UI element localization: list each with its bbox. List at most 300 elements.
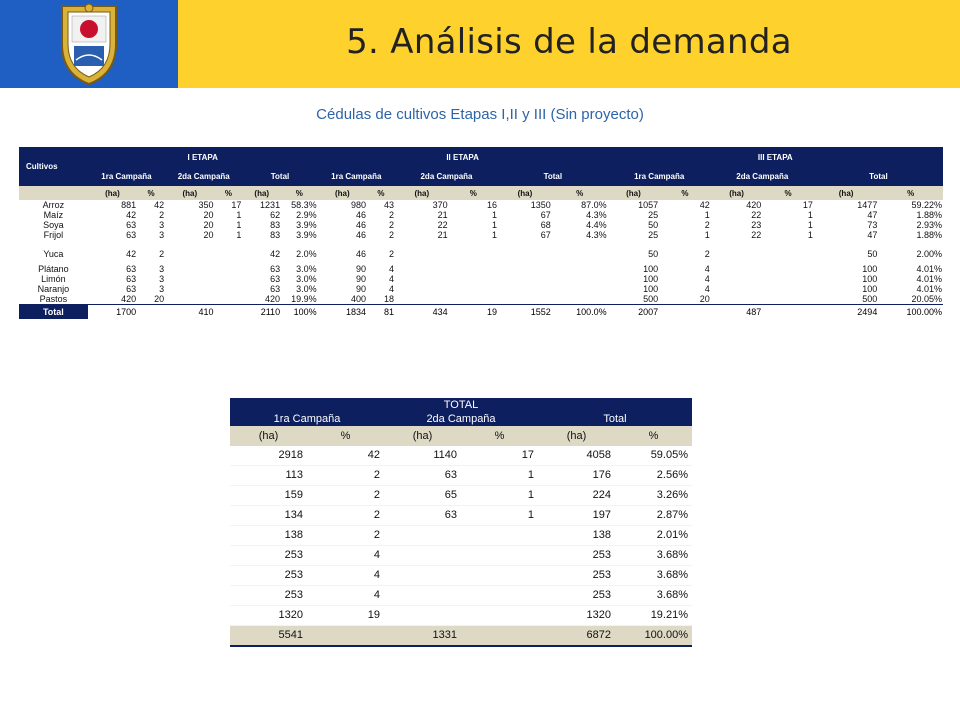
table-cell: 50 <box>648 220 659 230</box>
table-row <box>230 526 692 546</box>
table-cell: 500 <box>643 294 659 304</box>
table-cell <box>498 274 552 284</box>
sub-header: 2da Campaña <box>395 167 498 186</box>
table-cell <box>395 264 449 274</box>
crop-name: Yuca <box>43 249 64 259</box>
table-cell <box>214 294 242 305</box>
table-cell <box>449 294 498 305</box>
total-row <box>19 305 943 320</box>
table-cell: 20.05% <box>911 294 942 304</box>
table-cell <box>552 284 608 294</box>
table-cell: 113 <box>230 466 307 486</box>
unit-header: % <box>878 186 943 200</box>
table-cell: 4.01% <box>916 284 942 294</box>
table-row <box>230 546 692 566</box>
table-row <box>230 566 692 586</box>
total-cell <box>762 305 814 320</box>
table-cell: 2.56% <box>615 466 692 486</box>
table-cell: 58.3% <box>291 200 317 210</box>
page-title: 5. Análisis de la demanda <box>346 22 792 62</box>
table-cell: 65 <box>384 486 461 506</box>
sub-header: Total <box>538 412 692 426</box>
table-cell <box>384 546 461 566</box>
table-cell <box>498 294 552 305</box>
unit-header: % <box>214 186 242 200</box>
table-cell <box>449 244 498 264</box>
table-cell: 1 <box>236 210 242 220</box>
table-cell: 1 <box>807 210 813 220</box>
table-cell: 2.93% <box>916 220 942 230</box>
total-cell: 81 <box>367 305 395 320</box>
table-cell: 400 <box>351 294 367 304</box>
table-cell: 370 <box>432 200 448 210</box>
table-cell: 25 <box>648 210 659 220</box>
col-cultivos: Cultivos <box>19 147 88 186</box>
table-cell: 253 <box>230 546 307 566</box>
table-cell: 4.4% <box>586 220 607 230</box>
total-cell: 1700 <box>88 305 137 320</box>
table-cell <box>498 244 552 264</box>
table-cell <box>214 244 242 264</box>
table-cell: 500 <box>862 294 878 304</box>
table-cell <box>214 284 242 294</box>
university-crest-icon <box>0 0 178 88</box>
crop-name: Limón <box>41 274 66 284</box>
total-cell: 6872 <box>538 626 615 647</box>
unit-header: % <box>449 186 498 200</box>
table-cell: 22 <box>751 210 762 220</box>
table-cell <box>395 284 449 294</box>
table-cell <box>711 264 763 274</box>
sub-header: 1ra Campaña <box>608 167 711 186</box>
table-cell <box>762 244 814 264</box>
total-cell: 100.0% <box>552 305 608 320</box>
table-cell: 100 <box>643 284 659 294</box>
table-cell: 1 <box>704 230 710 240</box>
unit-header: (ha) <box>165 186 214 200</box>
unit-header: % <box>552 186 608 200</box>
table-cell: 2 <box>307 526 384 546</box>
table-cell <box>762 274 814 284</box>
table-cell: 63 <box>270 274 281 284</box>
table-cell: 1 <box>492 220 498 230</box>
table-cell: 4 <box>307 586 384 606</box>
table-cell <box>461 546 538 566</box>
table-cell: 100 <box>862 264 878 274</box>
table-cell: 4 <box>704 264 710 274</box>
table-cell <box>552 244 608 264</box>
table-cell: 90 <box>356 284 367 294</box>
table-cell: 3.0% <box>296 264 317 274</box>
title-bar <box>178 0 960 88</box>
table-cell: 1.88% <box>916 210 942 220</box>
unit-header: (ha) <box>88 186 137 200</box>
table-cell: 134 <box>230 506 307 526</box>
stages-table <box>19 147 943 319</box>
page-subtitle: Cédulas de cultivos Etapas I,II y III (Sin proyecto) <box>316 106 644 123</box>
table-cell: 2 <box>159 210 165 220</box>
crop-name: Frijol <box>43 230 64 240</box>
table-cell <box>762 264 814 274</box>
table-cell: 50 <box>867 249 878 259</box>
table-cell <box>449 274 498 284</box>
total-cell: 100.00% <box>615 626 692 647</box>
table-cell: 22 <box>437 220 448 230</box>
table-cell: 3.68% <box>615 546 692 566</box>
table-cell: 18 <box>383 294 394 304</box>
unit-header: (ha) <box>498 186 552 200</box>
table-cell: 47 <box>867 210 878 220</box>
table-cell: 63 <box>126 220 137 230</box>
total-cell: 2110 <box>242 305 281 320</box>
table-row <box>19 284 943 294</box>
table-cell: 20 <box>203 210 214 220</box>
table-cell: 3.9% <box>296 230 317 240</box>
table-cell: 3.68% <box>615 566 692 586</box>
table-cell: 2.00% <box>916 249 942 259</box>
total-cell <box>659 305 711 320</box>
table-cell: 63 <box>384 506 461 526</box>
table-cell: 1 <box>807 230 813 240</box>
table-cell: 17 <box>231 200 242 210</box>
table-cell <box>711 284 763 294</box>
total-cell: 1834 <box>318 305 367 320</box>
table-cell <box>762 284 814 294</box>
table-cell: 73 <box>867 220 878 230</box>
unit-header: % <box>461 426 538 446</box>
table-cell: 25 <box>648 230 659 240</box>
table-cell <box>165 274 214 284</box>
table-cell: 23 <box>751 220 762 230</box>
table-cell: 59.22% <box>911 200 942 210</box>
table-cell: 3.0% <box>296 284 317 294</box>
sub-header: 1ra Campaña <box>318 167 395 186</box>
table-cell: 2 <box>388 220 394 230</box>
table-cell: 42 <box>699 200 710 210</box>
table-cell: 17 <box>461 446 538 466</box>
table-cell <box>384 586 461 606</box>
table2-title-row <box>230 398 692 412</box>
table2-units-row <box>230 426 692 446</box>
total-label: Total <box>19 305 88 320</box>
crop-name: Pastos <box>39 294 68 304</box>
table-cell: 420 <box>121 294 137 304</box>
sub-header: 2da Campaña <box>711 167 814 186</box>
table-cell: 1 <box>236 230 242 240</box>
table-cell: 4058 <box>538 446 615 466</box>
table-cell: 63 <box>270 264 281 274</box>
table-cell: 20 <box>699 294 710 304</box>
table-cell: 19.21% <box>615 606 692 626</box>
table-cell: 1320 <box>538 606 615 626</box>
table1-subheader-row <box>19 167 943 186</box>
unit-header: (ha) <box>711 186 763 200</box>
table-cell: 253 <box>538 546 615 566</box>
table-cell <box>461 606 538 626</box>
table-cell: 21 <box>437 210 448 220</box>
table-cell: 21 <box>437 230 448 240</box>
etapa-2-header: II ETAPA <box>318 147 608 167</box>
table-cell: 1.88% <box>916 230 942 240</box>
etapa-1-header: I ETAPA <box>88 147 318 167</box>
total-cell: 487 <box>711 305 763 320</box>
unit-header: (ha) <box>318 186 367 200</box>
table-cell: 42 <box>270 249 281 259</box>
table-cell: 20 <box>203 230 214 240</box>
total-cell: 1552 <box>498 305 552 320</box>
table-cell: 16 <box>487 200 498 210</box>
total-cell: 2007 <box>608 305 660 320</box>
table-cell: 63 <box>126 230 137 240</box>
table-cell <box>711 274 763 284</box>
table-cell: 83 <box>270 220 281 230</box>
table-row <box>19 230 943 240</box>
table-row <box>230 486 692 506</box>
total-cell <box>307 626 384 647</box>
table-cell <box>384 526 461 546</box>
table-cell: 87.0% <box>581 200 607 210</box>
table-cell: 2 <box>307 506 384 526</box>
table-row <box>19 210 943 220</box>
table-row <box>230 446 692 466</box>
table-cell: 253 <box>538 586 615 606</box>
table-cell: 59.05% <box>615 446 692 466</box>
table-cell <box>165 244 214 264</box>
unit-header: % <box>367 186 395 200</box>
table-cell: 1231 <box>260 200 281 210</box>
table-cell <box>449 284 498 294</box>
table-row <box>19 200 943 210</box>
table-row <box>19 220 943 230</box>
table-cell: 100 <box>643 274 659 284</box>
table-cell: 4 <box>307 546 384 566</box>
table-cell: 1 <box>492 230 498 240</box>
table-cell: 4 <box>704 274 710 284</box>
table-cell: 43 <box>383 200 394 210</box>
table-row <box>230 506 692 526</box>
table1-header-row <box>19 147 943 167</box>
table-cell: 2 <box>704 249 710 259</box>
table-row <box>230 606 692 626</box>
table-cell: 63 <box>270 284 281 294</box>
table-cell: 350 <box>198 200 214 210</box>
table-cell: 1140 <box>384 446 461 466</box>
table-cell: 67 <box>540 210 551 220</box>
table-cell: 100 <box>862 274 878 284</box>
table-cell: 3 <box>159 274 165 284</box>
table-cell <box>552 274 608 284</box>
table-cell: 4 <box>388 264 394 274</box>
table-cell <box>711 294 763 305</box>
table-cell: 253 <box>538 566 615 586</box>
table-cell: 46 <box>356 210 367 220</box>
crop-name: Plátano <box>38 264 69 274</box>
table-cell: 2.87% <box>615 506 692 526</box>
sub-header: 2da Campaña <box>384 412 538 426</box>
table-cell: 68 <box>540 220 551 230</box>
table-cell: 1350 <box>530 200 551 210</box>
table-cell: 4.01% <box>916 264 942 274</box>
table-cell <box>449 264 498 274</box>
table-cell: 2 <box>704 220 710 230</box>
table-row <box>19 264 943 274</box>
table-cell: 22 <box>751 230 762 240</box>
sub-header: Total <box>814 167 943 186</box>
sub-header: 2da Campaña <box>165 167 242 186</box>
crop-name: Maíz <box>43 210 64 220</box>
table-cell: 4 <box>704 284 710 294</box>
logo-area <box>0 0 178 88</box>
table-cell <box>165 284 214 294</box>
table-cell: 2 <box>388 249 394 259</box>
table-cell: 881 <box>121 200 137 210</box>
unit-header: % <box>659 186 711 200</box>
table-cell: 176 <box>538 466 615 486</box>
table-cell: 46 <box>356 220 367 230</box>
table-cell: 1057 <box>638 200 659 210</box>
sub-header: 1ra Campaña <box>88 167 165 186</box>
table-cell: 42 <box>126 249 137 259</box>
table-cell: 63 <box>126 264 137 274</box>
table-cell: 3 <box>159 264 165 274</box>
table-cell <box>461 566 538 586</box>
table-cell: 253 <box>230 586 307 606</box>
table-cell: 62 <box>270 210 281 220</box>
total-cell: 100.00% <box>878 305 943 320</box>
table-cell: 4 <box>307 566 384 586</box>
sub-header: Total <box>242 167 317 186</box>
unit-header: % <box>615 426 692 446</box>
table-cell: 2918 <box>230 446 307 466</box>
table-cell <box>552 264 608 274</box>
table-row <box>19 294 943 305</box>
table-cell <box>461 586 538 606</box>
table-cell: 1 <box>461 506 538 526</box>
table-cell: 4.3% <box>586 210 607 220</box>
crop-name: Naranjo <box>37 284 70 294</box>
table-cell: 83 <box>270 230 281 240</box>
table-cell: 4 <box>388 284 394 294</box>
table-cell: 1 <box>492 210 498 220</box>
unit-header: (ha) <box>384 426 461 446</box>
table-cell: 46 <box>356 230 367 240</box>
table-cell: 42 <box>154 200 165 210</box>
crop-name: Arroz <box>42 200 65 210</box>
table-cell <box>552 294 608 305</box>
table-cell: 47 <box>867 230 878 240</box>
unit-header: (ha) <box>538 426 615 446</box>
table-cell: 138 <box>230 526 307 546</box>
table-row <box>230 586 692 606</box>
table-cell: 3 <box>159 230 165 240</box>
unit-header: (ha) <box>395 186 449 200</box>
unit-header: % <box>762 186 814 200</box>
table-cell: 100 <box>643 264 659 274</box>
table-cell <box>214 274 242 284</box>
crop-name: Soya <box>43 220 64 230</box>
total-cell: 19 <box>449 305 498 320</box>
table-cell: 63 <box>126 274 137 284</box>
unit-header: (ha) <box>230 426 307 446</box>
table1-units-row <box>19 186 943 200</box>
table-cell: 1 <box>236 220 242 230</box>
table-cell: 90 <box>356 274 367 284</box>
total-row <box>230 626 692 647</box>
table-cell: 224 <box>538 486 615 506</box>
table-cell: 63 <box>384 466 461 486</box>
table-cell <box>395 294 449 305</box>
total-cell: 410 <box>165 305 214 320</box>
total-table <box>230 398 692 647</box>
table-cell: 980 <box>351 200 367 210</box>
table-cell: 1320 <box>230 606 307 626</box>
table-cell: 1 <box>461 466 538 486</box>
table-cell <box>165 294 214 305</box>
total-cell: 5541 <box>230 626 307 647</box>
unit-header: % <box>307 426 384 446</box>
table-cell: 3.0% <box>296 274 317 284</box>
table-cell: 1 <box>461 486 538 506</box>
table-cell: 4 <box>388 274 394 284</box>
table-cell: 197 <box>538 506 615 526</box>
sub-header: 1ra Campaña <box>230 412 384 426</box>
table-cell <box>384 566 461 586</box>
table-cell <box>498 284 552 294</box>
table-cell: 4.01% <box>916 274 942 284</box>
table-cell: 20 <box>154 294 165 304</box>
table-cell: 17 <box>802 200 813 210</box>
table-cell: 3 <box>159 220 165 230</box>
total-cell <box>214 305 242 320</box>
table-row <box>230 466 692 486</box>
table-cell: 1 <box>704 210 710 220</box>
table-cell <box>395 274 449 284</box>
unit-header: (ha) <box>608 186 660 200</box>
table-cell <box>214 264 242 274</box>
table-cell: 2 <box>307 486 384 506</box>
table-cell: 63 <box>126 284 137 294</box>
total-cell <box>461 626 538 647</box>
table-cell: 100 <box>862 284 878 294</box>
table-cell: 46 <box>356 249 367 259</box>
table-cell <box>165 264 214 274</box>
unit-header: (ha) <box>814 186 878 200</box>
table-cell: 420 <box>265 294 281 304</box>
table-cell: 20 <box>203 220 214 230</box>
unit-header: % <box>281 186 318 200</box>
table-cell: 2 <box>307 466 384 486</box>
total-cell: 100% <box>281 305 318 320</box>
table-cell: 50 <box>648 249 659 259</box>
table-cell: 42 <box>307 446 384 466</box>
table-cell: 4.3% <box>586 230 607 240</box>
table-cell: 3.68% <box>615 586 692 606</box>
table-cell: 90 <box>356 264 367 274</box>
sub-header: Total <box>498 167 608 186</box>
table-cell: 159 <box>230 486 307 506</box>
table-row <box>19 244 943 264</box>
total-cell: 2494 <box>814 305 878 320</box>
table-cell: 67 <box>540 230 551 240</box>
table-cell: 19.9% <box>291 294 317 304</box>
unit-header: % <box>137 186 165 200</box>
table-cell: 2 <box>388 210 394 220</box>
table-cell <box>498 264 552 274</box>
total-cell <box>137 305 165 320</box>
table-row <box>19 274 943 284</box>
unit-header: (ha) <box>242 186 281 200</box>
table2-title: TOTAL <box>230 398 692 412</box>
